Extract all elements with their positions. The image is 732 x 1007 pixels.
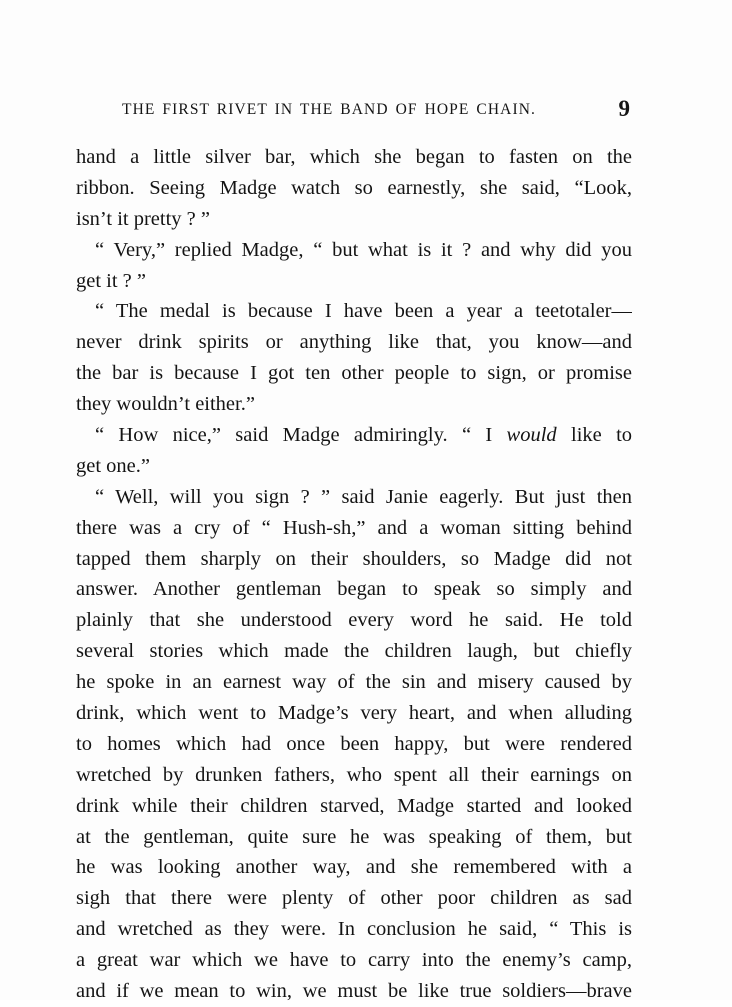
text-line: wretched by drunken fathers, who spent all their earnings on bbox=[76, 763, 632, 786]
running-title: THE FIRST RIVET IN THE BAND OF HOPE CHAIN. bbox=[122, 101, 536, 118]
text-line: tapped them sharply on their shoulders, so Madge did not bbox=[76, 547, 632, 570]
text-line: ribbon. Seeing Madge watch so earnestly, she said, “Look, bbox=[76, 176, 632, 199]
text-line: hand a little silver bar, which she began to fasten on the bbox=[76, 146, 632, 168]
text-line: a great war which we have to carry into the enemy’s camp, bbox=[76, 949, 632, 972]
text-line: several stories which made the children laugh, but chiefly bbox=[76, 640, 632, 663]
text-line: “ Well, will you sign ? ” said Janie eagerly. But just then bbox=[95, 485, 632, 508]
text-line: there was a cry of “ Hush-sh,” and a woman sitting behind bbox=[76, 516, 632, 539]
text-line: drink while their children starved, Madge started and looked bbox=[76, 794, 632, 817]
text-line: the bar is because I got ten other people to sign, or promise bbox=[76, 362, 632, 385]
text-line: at the gentleman, quite sure he was speaking of them, but bbox=[76, 825, 632, 848]
text-line: plainly that she understood every word he said. He told bbox=[76, 609, 632, 632]
text-line: and if we mean to win, we must be like true soldiers—brave bbox=[76, 980, 632, 1003]
text-line-with-emphasis bbox=[76, 420, 632, 451]
text-line: and wretched as they were. In conclusion he said, “ This is bbox=[76, 918, 632, 941]
text-line: “ Very,” replied Madge, “ but what is it ? and why did you bbox=[95, 238, 632, 261]
body-text bbox=[76, 142, 632, 1007]
text-line: isn’t it pretty ? ” bbox=[76, 207, 210, 230]
text-line: drink, which went to Madge’s very heart, and when alluding bbox=[76, 702, 632, 725]
text-line: “ The medal is because I have been a year a teetotaler— bbox=[95, 300, 632, 323]
text-line: get one.” bbox=[76, 454, 150, 477]
text-line: he spoke in an earnest way of the sin and misery caused by bbox=[76, 671, 632, 694]
text-line: sigh that there were plenty of other poor children as sad bbox=[76, 887, 632, 910]
text-line: answer. Another gentleman began to speak so simply and bbox=[76, 578, 632, 601]
text-segment: “ How nice,” said Madge admiringly. “ I bbox=[95, 424, 493, 447]
text-line: to homes which had once been happy, but were rendered bbox=[76, 732, 632, 755]
text-line: get it ? ” bbox=[76, 269, 147, 292]
page-number: 9 bbox=[618, 96, 630, 121]
running-head bbox=[76, 96, 632, 124]
text-line: they wouldn’t either.” bbox=[76, 393, 255, 416]
text-line: he was looking another way, and she remembered with a bbox=[76, 856, 632, 879]
text-segment: like to bbox=[571, 424, 632, 447]
emphasis-word: would bbox=[506, 424, 557, 447]
text-line: never drink spirits or anything like that, you know—and bbox=[76, 331, 632, 354]
